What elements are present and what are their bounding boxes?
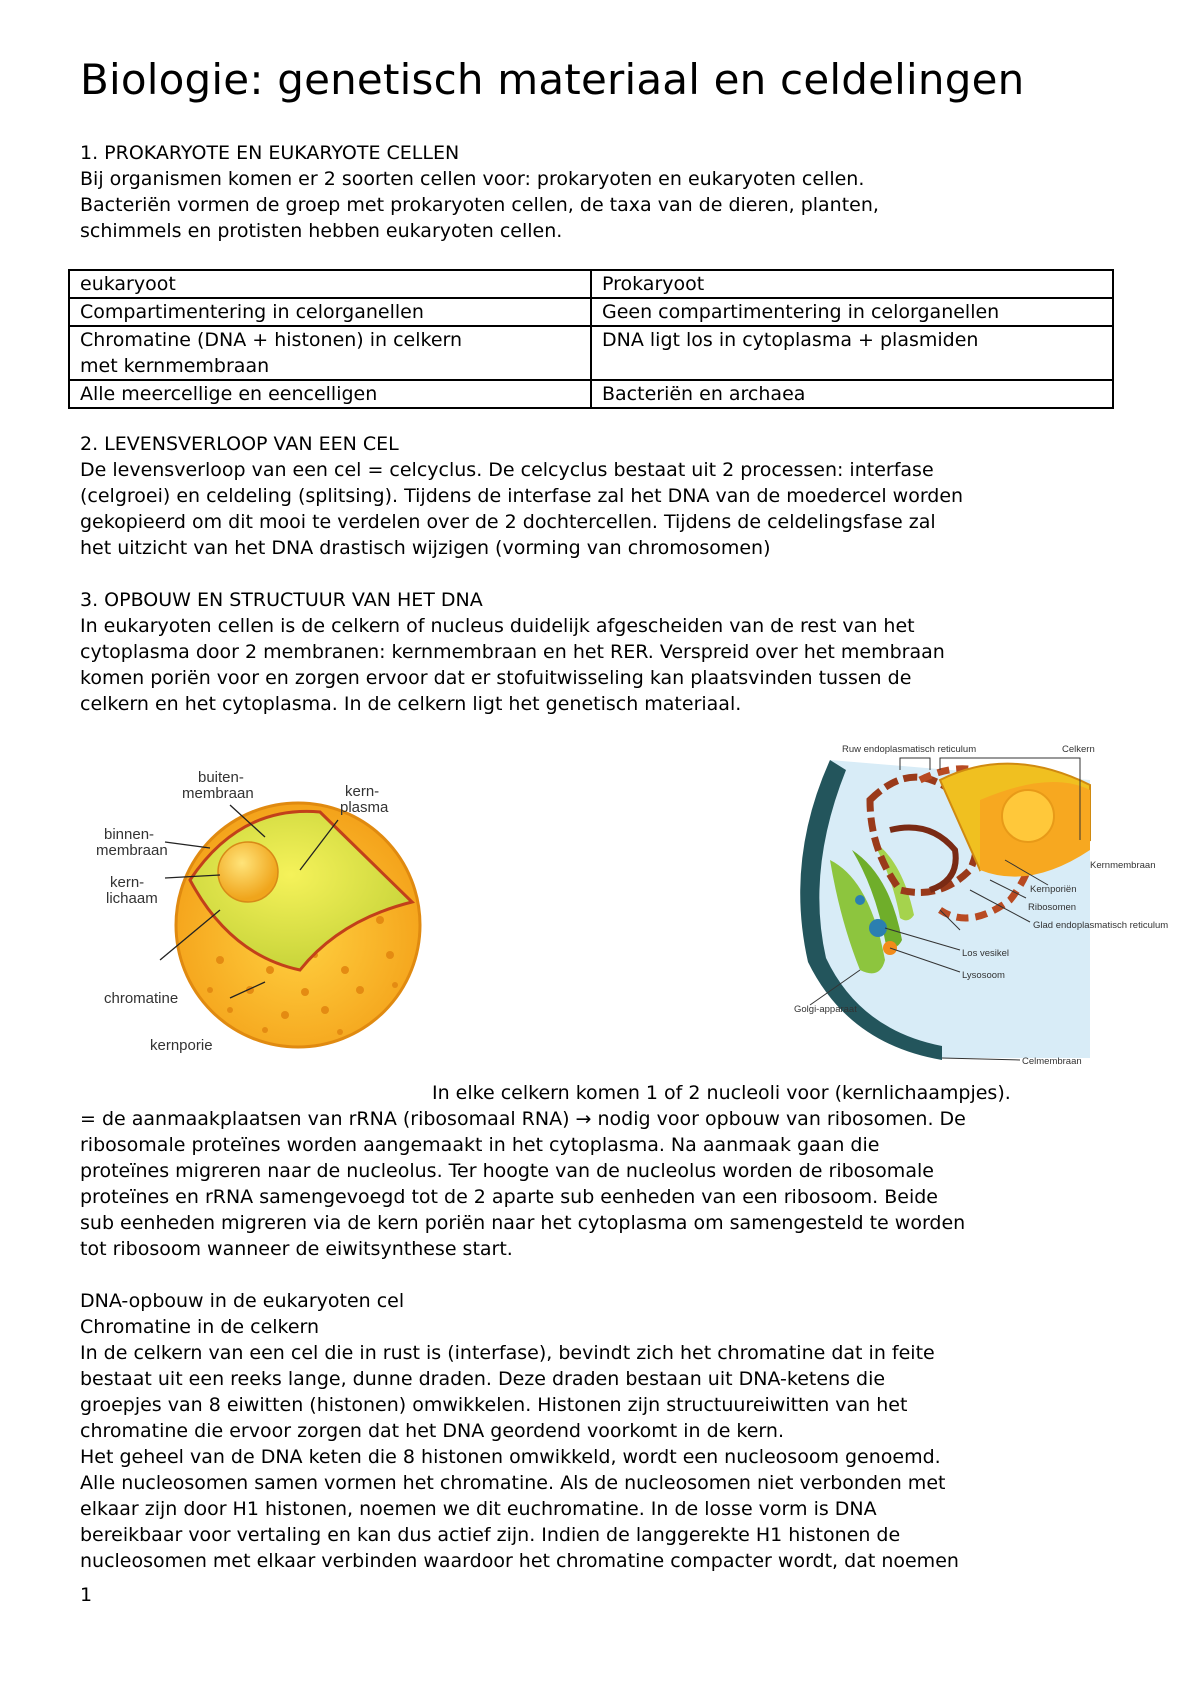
table-cell: Compartimentering in celorganellen [69, 298, 591, 326]
page-title: Biologie: genetisch materiaal en celdelingen [80, 55, 1025, 104]
dna-section [80, 1288, 1140, 1574]
table-cell: Alle meercellige en eencelligen [69, 380, 591, 408]
comparison-table [68, 269, 1114, 409]
table-cell: DNA ligt los in cytoplasma + plasmiden [591, 326, 1113, 380]
section-1-line: Bacteriën vormen de groep met prokaryoten cellen, de taxa van de dieren, planten, [80, 194, 879, 216]
table-row [69, 380, 1113, 408]
table-row [69, 270, 1113, 298]
label-buitenmembraan: buiten- [198, 769, 244, 786]
label-los-vesikel: Los vesikel [962, 948, 1009, 959]
label-buitenmembraan: membraan [182, 785, 254, 802]
section-1-heading: 1. PROKARYOTE EN EUKARYOTE CELLEN [80, 142, 460, 164]
table-cell [69, 326, 591, 380]
table-cell-text: met kernmembraan [80, 355, 270, 377]
nucleoli-line: tot ribosoom wanneer de eiwitsynthese start. [80, 1238, 513, 1260]
table-cell: Prokaryoot [591, 270, 1113, 298]
section-3-line: In eukaryoten cellen is de celkern of nucleus duidelijk afgescheiden van de rest van het [80, 615, 915, 637]
section-2-line: het uitzicht van het DNA drastisch wijzigen (vorming van chromosomen) [80, 537, 771, 559]
section-3-heading: 3. OPBOUW EN STRUCTUUR VAN HET DNA [80, 589, 483, 611]
nucleoli-line: proteïnes migreren naar de nucleolus. Ter hoogte van de nucleolus worden de ribosomale [80, 1160, 934, 1182]
table-cell: Geen compartimentering in celorganellen [591, 298, 1113, 326]
nucleoli-line: In elke celkern komen 1 of 2 nucleoli voor (kernlichaampjes). [432, 1082, 1011, 1104]
label-ribosomen: Ribosomen [1028, 902, 1077, 913]
label-binnenmembraan: binnen- [104, 826, 155, 843]
label-kernporien: Kernporiën [1030, 884, 1077, 895]
cell-organelles-diagram [790, 740, 1190, 1070]
section-2-heading: 2. LEVENSVERLOOP VAN EEN CEL [80, 433, 399, 455]
nucleus-diagram [90, 760, 450, 1060]
label-celkern: Celkern [1062, 744, 1095, 755]
dna-subheading: Chromatine in de celkern [80, 1316, 320, 1338]
nucleoli-line: sub eenheden migreren via de kern poriën naar het cytoplasma om samengesteld te worden [80, 1212, 966, 1234]
dna-line: chromatine die ervoor zorgen dat het DNA geordend voorkomt in de kern. [80, 1420, 784, 1442]
label-kernplasma: plasma [340, 799, 389, 816]
table-cell-text: Chromatine (DNA + histonen) in celkern [80, 329, 463, 351]
label-binnenmembraan: membraan [96, 842, 168, 859]
dna-line: In de celkern van een cel die in rust is (interfase), bevindt zich het chromatine dat in feite [80, 1342, 935, 1364]
label-lysosoom: Lysosoom [962, 970, 1005, 981]
section-2-line: De levensverloop van een cel = celcyclus. De celcyclus bestaat uit 2 processen: interfase [80, 459, 934, 481]
table-row [69, 326, 1113, 380]
table-row [69, 298, 1113, 326]
dna-line: Het geheel van de DNA keten die 8 histonen omwikkeld, wordt een nucleosoom genoemd. [80, 1446, 941, 1468]
label-kernmembraan: Kernmembraan [1090, 860, 1156, 871]
dna-line: bereikbaar voor vertaling en kan dus actief zijn. Indien de langgerekte H1 histonen de [80, 1524, 901, 1546]
label-kernlichaam: lichaam [106, 890, 158, 907]
dna-line: nucleosomen met elkaar verbinden waardoor het chromatine compacter wordt, dat noemen [80, 1550, 959, 1572]
section-3 [80, 587, 1140, 717]
label-kernplasma: kern- [345, 783, 380, 800]
nucleoli-line: ribosomale proteïnes worden aangemaakt in het cytoplasma. Na aanmaak gaan die [80, 1134, 880, 1156]
dna-line: bestaat uit een reeks lange, dunne draden. Deze draden bestaan uit DNA-ketens die [80, 1368, 886, 1390]
label-golgi: Golgi-apparaat [794, 1004, 857, 1015]
section-2-line: (celgroei) en celdeling (splitsing). Tijdens de interfase zal het DNA van de moedercel worden [80, 485, 964, 507]
section-2-line: gekopieerd om dit mooi te verdelen over de 2 dochtercellen. Tijdens de celdelingsfase zal [80, 511, 936, 533]
table-cell: Bacteriën en archaea [591, 380, 1113, 408]
label-rer: Ruw endoplasmatisch reticulum [842, 744, 977, 755]
dna-line: Alle nucleosomen samen vormen het chromatine. Als de nucleosomen niet verbonden met [80, 1472, 946, 1494]
label-chromatine: chromatine [104, 990, 179, 1007]
section-3-line: celkern en het cytoplasma. In de celkern ligt het genetisch materiaal. [80, 693, 742, 715]
nucleoli-line: = de aanmaakplaatsen van rRNA (ribosomaal RNA) → nodig voor opbouw van ribosomen. De [80, 1108, 966, 1130]
section-1-line: Bij organismen komen er 2 soorten cellen voor: prokaryoten en eukaryoten cellen. [80, 168, 865, 190]
nucleoli-line: proteïnes en rRNA samengevoegd tot de 2 aparte sub eenheden van een ribosoom. Beide [80, 1186, 938, 1208]
section-3-line: cytoplasma door 2 membranen: kernmembraan en het RER. Verspreid over het membraan [80, 641, 945, 663]
label-ser: Glad endoplasmatisch reticulum [1033, 920, 1169, 931]
section-2 [80, 431, 1140, 561]
section-3-line: komen poriën voor en zorgen ervoor dat er stofuitwisseling kan plaatsvinden tussen de [80, 667, 912, 689]
dna-line: groepjes van 8 eiwitten (histonen) omwikkelen. Histonen zijn structuureiwitten van het [80, 1394, 908, 1416]
nucleoli-paragraph [80, 1080, 1140, 1262]
section-1 [80, 140, 1140, 244]
dna-heading: DNA-opbouw in de eukaryoten cel [80, 1290, 405, 1312]
section-1-line: schimmels en protisten hebben eukaryoten cellen. [80, 220, 563, 242]
label-kernlichaam: kern- [110, 874, 145, 891]
dna-line: elkaar zijn door H1 histonen, noemen we dit euchromatine. In de losse vorm is DNA [80, 1498, 877, 1520]
label-celmembraan: Celmembraan [1022, 1056, 1082, 1067]
page-number: 1 [80, 1584, 93, 1606]
label-kernporie: kernporie [150, 1037, 213, 1054]
nucleolus [1002, 790, 1054, 842]
table-cell: eukaryoot [69, 270, 591, 298]
nucleolus [218, 842, 278, 902]
